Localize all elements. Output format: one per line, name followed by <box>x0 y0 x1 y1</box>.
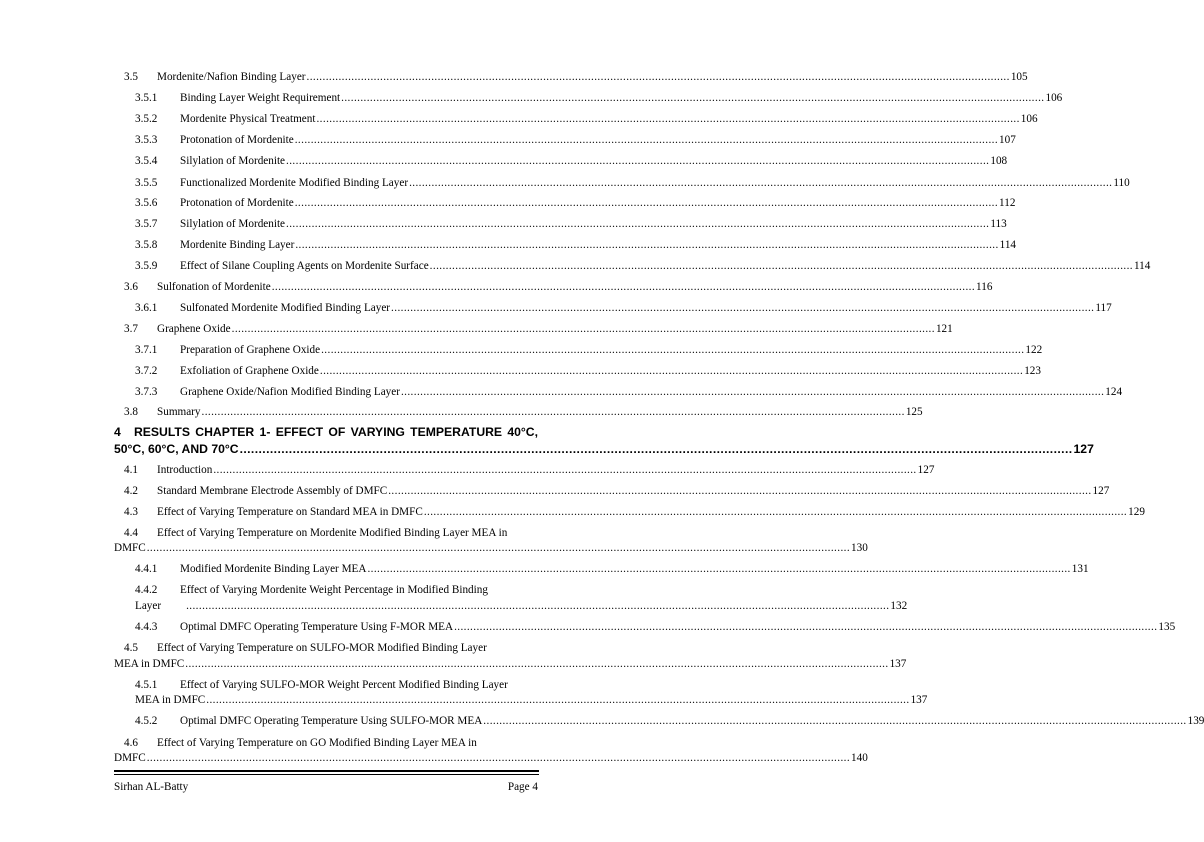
toc-entry-page: 114 <box>1133 260 1151 272</box>
toc-leader-dots: ............................................................................................................................................................................................................................ <box>186 600 890 612</box>
toc-leader-dots: ............................................................................................................................................................................................................................ <box>367 563 1071 575</box>
toc-entry-number: 4.2 <box>124 485 138 497</box>
toc-entry-page: 105 <box>1010 71 1028 83</box>
toc-entry-page: 139 <box>1187 715 1204 727</box>
toc-entry-number: 3.7.1 <box>135 344 158 356</box>
toc-entry-number: 3.5.5 <box>135 177 158 189</box>
toc-entry-page: 114 <box>999 239 1017 251</box>
toc-entry-page: 132 <box>890 600 908 612</box>
toc-entry-number: 4.6 <box>124 737 138 749</box>
toc-entry-page: 131 <box>1071 563 1089 575</box>
toc-entry-title: Optimal DMFC Operating Temperature Using SULFO-MOR MEA <box>180 715 483 727</box>
toc-leader-dots: ............................................................................................................................................................................................................................ <box>239 442 1073 456</box>
toc-entry-page: 110 <box>1113 177 1130 189</box>
footer-page-number: Page 4 <box>507 781 538 793</box>
toc-leader-dots: ............................................................................................................................................................................................................................ <box>185 658 889 670</box>
toc-entry-page: 108 <box>990 155 1008 167</box>
toc-leader-dots: ............................................................................................................................................................................................................................ <box>213 464 917 476</box>
toc-entry-number: 3.5.6 <box>135 197 158 209</box>
toc-entry-number: 4.4.1 <box>135 563 158 575</box>
toc-entry-page: 140 <box>851 752 868 764</box>
toc-entry-number: 4.4.2 <box>135 584 158 596</box>
toc-entry-page: 137 <box>889 658 907 670</box>
toc-entry-title: Preparation of Graphene Oxide <box>180 344 321 356</box>
toc-leader-dots: ............................................................................................................................................................................................................................ <box>286 218 990 230</box>
toc-entry-number: 3.5.2 <box>135 113 158 125</box>
toc-entry-page: 106 <box>1045 92 1063 104</box>
toc-entry-page: 113 <box>990 218 1007 230</box>
toc-leader-dots: ............................................................................................................................................................................................................................ <box>295 239 999 251</box>
toc-entry-page: 129 <box>1128 506 1145 518</box>
toc-entry-number: 3.8 <box>124 406 138 418</box>
toc-entry-page: 122 <box>1025 344 1043 356</box>
toc-leader-dots: ............................................................................................................................................................................................................................ <box>294 197 999 209</box>
toc-entry-page: 121 <box>935 323 953 335</box>
toc-entry-number: 3.5.9 <box>135 260 158 272</box>
toc-entry-number: 3.7.3 <box>135 386 158 398</box>
toc-leader-dots: ............................................................................................................................................................................................................................ <box>271 281 976 293</box>
toc-leader-dots: ............................................................................................................................................................................................................................ <box>146 542 851 554</box>
toc-entry-page: 127 <box>1092 485 1110 497</box>
toc-leader-dots: ............................................................................................................................................................................................................................ <box>146 752 851 764</box>
toc-leader-dots: ............................................................................................................................................................................................................................ <box>306 71 1010 83</box>
toc-leader-dots: ............................................................................................................................................................................................................................ <box>286 155 990 167</box>
toc-entry-number: 3.6 <box>124 281 138 293</box>
toc-entry-number: 4.5 <box>124 642 138 654</box>
toc-entry-page: 106 <box>1020 113 1038 125</box>
toc-entry-title: Protonation of Mordenite <box>180 197 294 209</box>
toc-entry-title: Protonation of Mordenite <box>180 134 294 146</box>
toc-entry-number: 3.5.1 <box>135 92 158 104</box>
toc-entry-page: 125 <box>905 406 923 418</box>
toc-entry-number: 3.5.4 <box>135 155 158 167</box>
toc-leader-dots: ............................................................................................................................................................................................................................ <box>321 344 1025 356</box>
toc-entry-page: 130 <box>851 542 868 554</box>
toc-entry-title: Introduction <box>157 464 213 476</box>
toc-chapter-number: 4 <box>114 425 121 439</box>
toc-entry-page: 135 <box>1158 621 1176 633</box>
toc-entry-number: 3.7.2 <box>135 365 158 377</box>
toc-entry-page: 137 <box>910 694 928 706</box>
toc-entry-title: Effect of Varying Temperature on Standard MEA in DMFC <box>157 506 423 518</box>
toc-entry-title-line2: DMFC <box>114 542 146 554</box>
toc-entry-title: Optimal DMFC Operating Temperature Using F-MOR MEA <box>180 621 454 633</box>
toc-entry-number: 3.5.8 <box>135 239 158 251</box>
toc-entry-title-line2: MEA in DMFC <box>114 658 185 670</box>
toc-leader-dots: ............................................................................................................................................................................................................................ <box>429 260 1133 272</box>
toc-entry-title: Silylation of Mordenite <box>180 218 286 230</box>
toc-entry-title-line1: Effect of Varying SULFO-MOR Weight Percent Modified Binding Layer <box>180 679 508 691</box>
toc-leader-dots: ............................................................................................................................................................................................................................ <box>409 177 1113 189</box>
toc-leader-dots: ............................................................................................................................................................................................................................ <box>483 715 1187 727</box>
toc-entry-page: 127 <box>917 464 935 476</box>
toc-leader-dots: ............................................................................................................................................................................................................................ <box>294 134 999 146</box>
toc-entry-page: 124 <box>1105 386 1123 398</box>
footer-rule-thin <box>114 774 539 775</box>
toc-entry-title-line1: Effect of Varying Temperature on SULFO-MOR Modified Binding Layer <box>157 642 487 654</box>
toc-entry-title: Graphene Oxide <box>157 323 231 335</box>
toc-leader-dots: ............................................................................................................................................................................................................................ <box>206 694 910 706</box>
toc-entry-number: 3.5.3 <box>135 134 158 146</box>
toc-chapter-title-line1: RESULTS CHAPTER 1- EFFECT OF VARYING TEMPERATURE 40°C, <box>134 425 538 439</box>
footer-rule-thick <box>114 770 539 772</box>
toc-leader-dots: ............................................................................................................................................................................................................................ <box>454 621 1158 633</box>
toc-entry-page: 127 <box>1073 442 1094 456</box>
toc-entry-page: 116 <box>976 281 993 293</box>
toc-entry-number: 4.5.2 <box>135 715 158 727</box>
toc-leader-dots: ............................................................................................................................................................................................................................ <box>341 92 1045 104</box>
toc-entry-title: Graphene Oxide/Nafion Modified Binding Layer <box>180 386 400 398</box>
toc-leader-dots: ............................................................................................................................................................................................................................ <box>231 323 935 335</box>
toc-entry-number: 3.7 <box>124 323 138 335</box>
toc-entry-page: 117 <box>1095 302 1112 314</box>
toc-entry-page: 107 <box>999 134 1016 146</box>
toc-leader-dots: ............................................................................................................................................................................................................................ <box>201 406 905 418</box>
toc-leader-dots: ............................................................................................................................................................................................................................ <box>316 113 1020 125</box>
toc-entry-title: Exfoliation of Graphene Oxide <box>180 365 319 377</box>
toc-entry-title: Functionalized Mordenite Modified Binding Layer <box>180 177 409 189</box>
toc-entry-page: 123 <box>1024 365 1041 377</box>
toc-entry-title: Summary <box>157 406 201 418</box>
toc-entry-title: Sulfonated Mordenite Modified Binding Layer <box>180 302 391 314</box>
toc-chapter-title-line2: 50°C, 60°C, AND 70°C <box>114 442 239 456</box>
toc-entry-title: Mordenite/Nafion Binding Layer <box>157 71 306 83</box>
toc-entry-title-line1: Effect of Varying Temperature on GO Modified Binding Layer MEA in <box>157 737 477 749</box>
toc-entry-title: Binding Layer Weight Requirement <box>180 92 341 104</box>
toc-entry-number: 4.1 <box>124 464 138 476</box>
toc-entry-title-line2: MEA in DMFC <box>135 694 206 706</box>
toc-entry-title-line2: DMFC <box>114 752 146 764</box>
toc-leader-dots: ............................................................................................................................................................................................................................ <box>400 386 1105 398</box>
toc-leader-dots: ............................................................................................................................................................................................................................ <box>388 485 1092 497</box>
toc-entry-title: Sulfonation of Mordenite <box>157 281 271 293</box>
toc-entry-title-line1: Effect of Varying Temperature on Mordenite Modified Binding Layer MEA in <box>157 527 508 539</box>
toc-entry-number: 3.5 <box>124 71 138 83</box>
toc-entry-number: 3.5.7 <box>135 218 158 230</box>
toc-entry-number: 4.4 <box>124 527 138 539</box>
toc-entry-number: 4.5.1 <box>135 679 158 691</box>
toc-entry-title: Standard Membrane Electrode Assembly of DMFC <box>157 485 388 497</box>
toc-leader-dots: ............................................................................................................................................................................................................................ <box>423 506 1128 518</box>
toc-leader-dots: ............................................................................................................................................................................................................................ <box>391 302 1095 314</box>
toc-entry-number: 3.6.1 <box>135 302 158 314</box>
toc-entry-number: 4.4.3 <box>135 621 158 633</box>
toc-entry-title: Effect of Silane Coupling Agents on Mordenite Surface <box>180 260 429 272</box>
toc-entry-number: 4.3 <box>124 506 138 518</box>
toc-entry-title: Mordenite Physical Treatment <box>180 113 316 125</box>
toc-entry-title: Modified Mordenite Binding Layer MEA <box>180 563 367 575</box>
toc-entry-title-line1: Effect of Varying Mordenite Weight Percentage in Modified Binding <box>180 584 488 596</box>
toc-entry-title: Silylation of Mordenite <box>180 155 286 167</box>
toc-leader-dots: ............................................................................................................................................................................................................................ <box>319 365 1024 377</box>
toc-entry-page: 112 <box>999 197 1016 209</box>
toc-entry-title: Mordenite Binding Layer <box>180 239 295 251</box>
footer-author: Sirhan AL-Batty <box>114 781 189 793</box>
toc-entry-title-line2: Layer <box>135 600 162 612</box>
